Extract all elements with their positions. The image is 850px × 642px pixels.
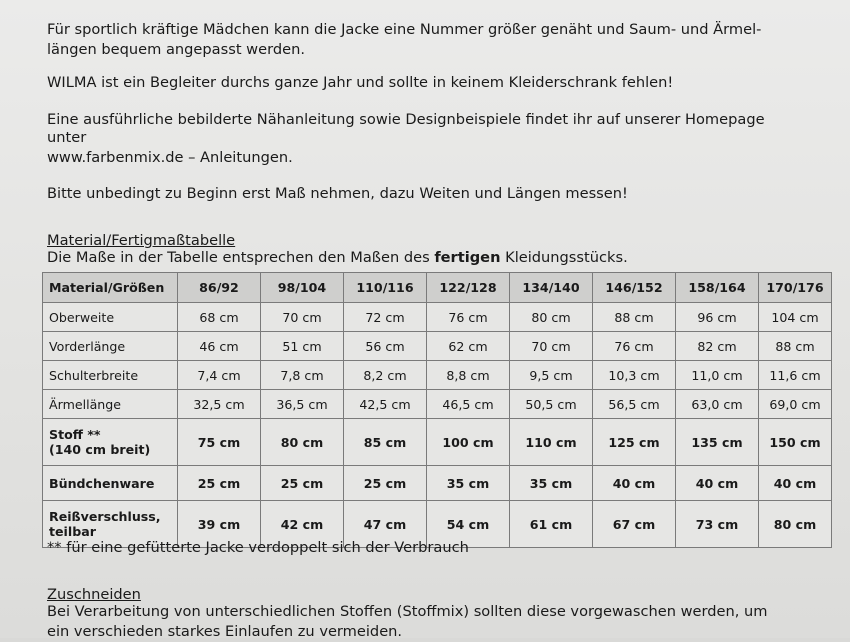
table-cell: 76 cm — [427, 303, 510, 332]
wilma-paragraph: WILMA ist ein Begleiter durchs ganze Jahr und sollte in keinem Kleiderschrank fehlen! — [47, 74, 674, 91]
table-cell: 35 cm — [427, 466, 510, 501]
table-cell: 50,5 cm — [510, 390, 593, 419]
table-cell: 72 cm — [344, 303, 427, 332]
table-cell: 51 cm — [261, 332, 344, 361]
table-cell: 135 cm — [676, 419, 759, 466]
header-cell: 158/164 — [676, 273, 759, 303]
table-cell: 96 cm — [676, 303, 759, 332]
text-line: Bei Verarbeitung von unterschiedlichen Stoffen (Stoffmix) sollten diese vorgewaschen werden, um — [47, 603, 768, 620]
table-cell: 104 cm — [759, 303, 832, 332]
table-row — [43, 466, 832, 501]
cutting-paragraph — [47, 602, 768, 642]
header-cell: 98/104 — [261, 273, 344, 303]
text-line: unter — [47, 129, 87, 146]
table-header-row — [43, 273, 832, 303]
table-intro — [47, 248, 628, 268]
table-cell: 40 cm — [759, 466, 832, 501]
table-cell: 36,5 cm — [261, 390, 344, 419]
table-cell: 125 cm — [593, 419, 676, 466]
table-cell: 110 cm — [510, 419, 593, 466]
row-label-line: Reißverschluss, — [49, 509, 161, 524]
table-row — [43, 303, 832, 332]
table-row — [43, 390, 832, 419]
row-label — [43, 419, 178, 466]
table-cell: 75 cm — [178, 419, 261, 466]
cutting-heading: Zuschneiden — [47, 586, 141, 603]
table-cell: 32,5 cm — [178, 390, 261, 419]
table-cell: 54 cm — [427, 501, 510, 548]
table-cell: 70 cm — [510, 332, 593, 361]
table-cell: 82 cm — [676, 332, 759, 361]
table-intro-bold: fertigen — [434, 249, 501, 266]
table-intro-text: Die Maße in der Tabelle entsprechen den Maßen des — [47, 249, 435, 266]
text-line: Für sportlich kräftige Mädchen kann die Jacke eine Nummer größer genäht und Saum- und Ärmel- — [47, 21, 762, 38]
table-intro-text-end: Kleidungsstücks. — [500, 249, 628, 266]
table-cell: 88 cm — [759, 332, 832, 361]
table-cell: 25 cm — [344, 466, 427, 501]
table-cell: 88 cm — [593, 303, 676, 332]
table-cell: 80 cm — [759, 501, 832, 548]
header-cell: Material/Größen — [43, 273, 178, 303]
table-cell: 42,5 cm — [344, 390, 427, 419]
table-cell: 42 cm — [261, 501, 344, 548]
measure-paragraph: Bitte unbedingt zu Beginn erst Maß nehmen, dazu Weiten und Längen messen! — [47, 185, 628, 202]
header-cell: 86/92 — [178, 273, 261, 303]
table-cell: 68 cm — [178, 303, 261, 332]
table-cell: 69,0 cm — [759, 390, 832, 419]
header-cell: 110/116 — [344, 273, 427, 303]
table-heading: Material/Fertigmaßtabelle — [47, 232, 236, 249]
table-cell: 11,6 cm — [759, 361, 832, 390]
table-cell: 11,0 cm — [676, 361, 759, 390]
table-row — [43, 361, 832, 390]
table-cell: 7,8 cm — [261, 361, 344, 390]
table-footnote: ** für eine gefütterte Jacke verdoppelt sich der Verbrauch — [47, 539, 469, 556]
table-cell: 61 cm — [510, 501, 593, 548]
row-label: Bündchenware — [43, 466, 178, 501]
table-cell: 73 cm — [676, 501, 759, 548]
header-cell: 122/128 — [427, 273, 510, 303]
row-label-line: Stoff ** — [49, 427, 101, 442]
table-cell: 46,5 cm — [427, 390, 510, 419]
table-cell: 7,4 cm — [178, 361, 261, 390]
size-table — [42, 272, 832, 548]
row-label-line: (140 cm breit) — [49, 442, 151, 457]
table-cell: 100 cm — [427, 419, 510, 466]
table-cell: 9,5 cm — [510, 361, 593, 390]
table-cell: 63,0 cm — [676, 390, 759, 419]
table-cell: 56,5 cm — [593, 390, 676, 419]
table-cell: 80 cm — [510, 303, 593, 332]
table-row — [43, 419, 832, 466]
table-row — [43, 332, 832, 361]
table-cell: 56 cm — [344, 332, 427, 361]
text-line: längen bequem angepasst werden. — [47, 41, 305, 58]
intro-paragraph — [47, 20, 761, 60]
header-cell: 134/140 — [510, 273, 593, 303]
table-cell: 47 cm — [344, 501, 427, 548]
table-cell: 67 cm — [593, 501, 676, 548]
table-cell: 150 cm — [759, 419, 832, 466]
row-label-line: teilbar — [49, 524, 96, 539]
table-cell: 35 cm — [510, 466, 593, 501]
table-cell: 70 cm — [261, 303, 344, 332]
homepage-paragraph — [47, 110, 765, 168]
row-label: Schulterbreite — [43, 361, 178, 390]
table-cell: 39 cm — [178, 501, 261, 548]
header-cell: 170/176 — [759, 273, 832, 303]
table-cell: 62 cm — [427, 332, 510, 361]
table-cell: 40 cm — [593, 466, 676, 501]
table-cell: 8,2 cm — [344, 361, 427, 390]
table-cell: 8,8 cm — [427, 361, 510, 390]
row-label: Vorderlänge — [43, 332, 178, 361]
table-cell: 46 cm — [178, 332, 261, 361]
table-cell: 80 cm — [261, 419, 344, 466]
text-line: ein verschieden starkes Einlaufen zu vermeiden. — [47, 623, 403, 640]
table-cell: 10,3 cm — [593, 361, 676, 390]
header-cell: 146/152 — [593, 273, 676, 303]
row-label: Ärmellänge — [43, 390, 178, 419]
row-label: Oberweite — [43, 303, 178, 332]
table-cell: 25 cm — [261, 466, 344, 501]
text-line: Eine ausführliche bebilderte Nähanleitung sowie Designbeispiele findet ihr auf unserer Homepage — [47, 111, 765, 128]
table-cell: 76 cm — [593, 332, 676, 361]
table-cell: 40 cm — [676, 466, 759, 501]
table-cell: 25 cm — [178, 466, 261, 501]
text-line: www.farbenmix.de – Anleitungen. — [47, 149, 293, 166]
table-cell: 85 cm — [344, 419, 427, 466]
